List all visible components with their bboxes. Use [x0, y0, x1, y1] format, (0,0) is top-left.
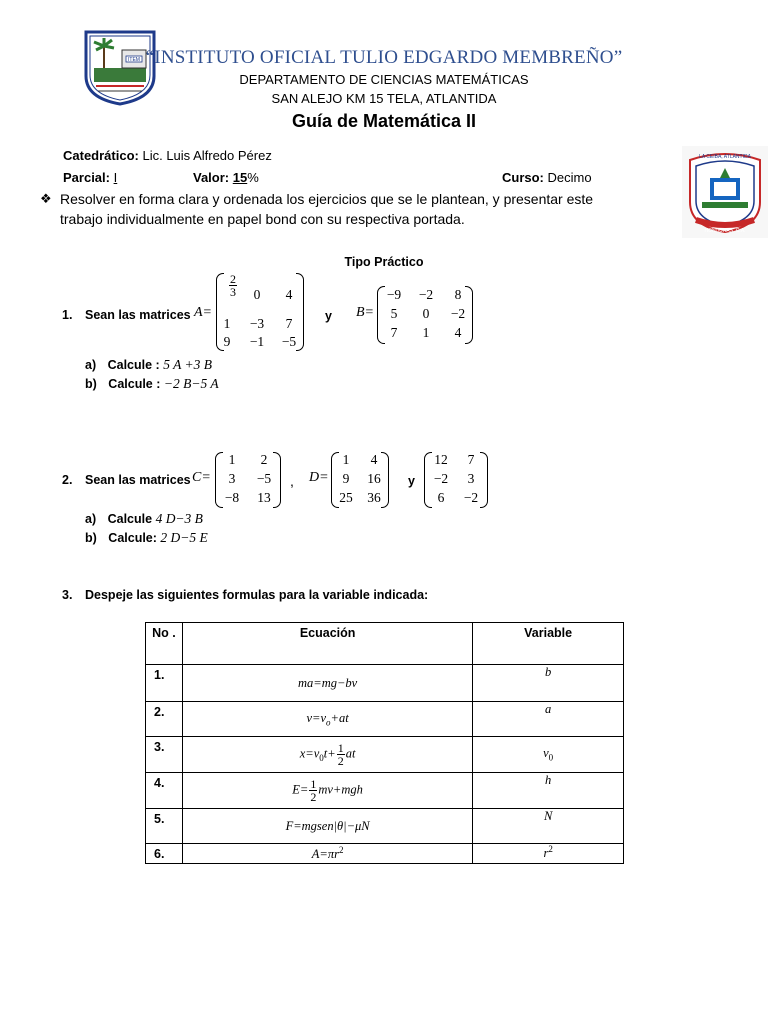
valor-unit: %	[247, 170, 259, 185]
q2-comma: ,	[290, 473, 294, 489]
q2-part-a	[85, 511, 203, 527]
matrix-b-cell: 8	[454, 287, 462, 302]
valor-value: 15	[232, 170, 248, 185]
matrix-e-cell: 7	[467, 452, 475, 467]
matrix-b-cell: −2	[418, 287, 434, 302]
header-ecuacion: Ecuación	[182, 623, 472, 665]
matrix-b-cell: −9	[386, 287, 402, 302]
q1-a-expr: 5 A +3 B	[163, 357, 212, 372]
row-number: 6.	[146, 844, 183, 864]
q2-a-text: Calcule	[107, 512, 153, 526]
matrix-c-cell: 1	[228, 452, 236, 467]
catedratico-value: Lic. Luis Alfredo Pérez	[142, 148, 272, 163]
curso-label: Curso:	[502, 170, 544, 185]
row-number: 5.	[146, 809, 183, 844]
matrix-d-cell: 16	[367, 471, 381, 486]
q3-number: 3.	[62, 588, 73, 602]
matrix-a-cell: 0	[253, 287, 261, 302]
q2-d-label: D=	[309, 470, 329, 485]
curso-value: Decimo	[547, 170, 592, 185]
q2-b-text: Calcule:	[108, 531, 157, 545]
q1-text: Sean las matrices	[85, 308, 191, 322]
parcial-label: Parcial:	[63, 170, 110, 185]
header-no: No .	[146, 623, 183, 665]
matrix-a-cell: 1	[223, 316, 231, 331]
header-variable: Variable	[473, 623, 624, 665]
address: SAN ALEJO KM 15 TELA, ATLANTIDA	[271, 91, 497, 106]
table-row	[146, 702, 624, 737]
catedratico-label: Catedrático:	[63, 148, 139, 163]
matrix-e	[424, 452, 488, 508]
matrix-d-cell: 36	[367, 490, 381, 505]
matrix-a-cell: 7	[285, 316, 293, 331]
q1-b-letter: b)	[85, 377, 97, 391]
matrix-e-cell: 12	[434, 452, 448, 467]
matrix-a-cell: −5	[281, 334, 297, 349]
row-number: 2.	[146, 702, 183, 737]
valor-label: Valor:	[193, 170, 230, 185]
valor-field	[193, 170, 259, 185]
school-name: “INSTITUTO OFICIAL TULIO EDGARDO MEMBREÑO”	[145, 47, 623, 68]
q1-b-label: B=	[356, 305, 374, 320]
equation-cell: E= $\frac{1}{2}$ mv+mgh	[182, 773, 472, 809]
matrix-a-cell: −1	[249, 334, 265, 349]
q2-a-expr: 4 D−3 B	[155, 511, 203, 526]
table-header-row	[146, 623, 624, 665]
variable-cell: $r^2$	[473, 844, 624, 864]
matrix-c-cell: 2	[260, 452, 268, 467]
matrix-b-cell: −2	[450, 306, 466, 321]
matrix-b-cell: 4	[454, 325, 462, 340]
diamond-bullet-icon: ❖	[40, 191, 52, 206]
q2-c-label: C=	[192, 470, 211, 485]
row-number: 1.	[146, 665, 183, 702]
matrix-a	[216, 273, 304, 351]
q1-a-letter: a)	[85, 358, 97, 372]
q1-part-a	[85, 357, 212, 373]
matrix-b-cell: 7	[390, 325, 398, 340]
matrix-e-cell: −2	[463, 490, 479, 505]
q1-a-label: A=	[194, 305, 212, 320]
q2-b-expr: 2 D−5 E	[160, 530, 208, 545]
fraction: $\frac{2}{3}$	[230, 272, 236, 299]
row-number: 4.	[146, 773, 183, 809]
q2-part-b	[85, 530, 208, 546]
school-logo-right	[682, 146, 768, 238]
row-number: 3.	[146, 737, 183, 773]
instruction-line-2: trabajo individualmente en papel bond con su respectiva portada.	[60, 211, 465, 227]
q1-b-expr: −2 B−5 A	[163, 376, 219, 391]
matrix-c	[215, 452, 281, 508]
q1-part-b	[85, 376, 219, 392]
equation-cell: F=mgsen|θ|−μN	[182, 809, 472, 844]
table-row	[146, 809, 624, 844]
q2-b-letter: b)	[85, 531, 97, 545]
q1-a-text: Calcule :	[107, 358, 160, 372]
matrix-d-cell: 25	[339, 490, 353, 505]
matrix-b-cell: 0	[422, 306, 430, 321]
variable-cell: b	[473, 665, 624, 702]
q2-conj: y	[408, 474, 415, 488]
matrix-c-cell: −5	[256, 471, 272, 486]
matrix-e-cell: 6	[437, 490, 445, 505]
instruction	[40, 189, 660, 229]
matrix-c-cell: 3	[228, 471, 236, 486]
variable-cell: $v_0$	[473, 737, 624, 773]
matrix-b	[377, 286, 473, 344]
department: DEPARTAMENTO DE CIENCIAS MATEMÁTICAS	[239, 72, 529, 87]
matrix-a-cell: 9	[223, 334, 231, 349]
matrix-d-cell: 1	[342, 452, 350, 467]
matrix-d	[331, 452, 389, 508]
q2-text: Sean las matrices	[85, 473, 191, 487]
matrix-a-cell: −3	[249, 316, 265, 331]
curso-field	[502, 170, 592, 185]
formulas-table	[145, 622, 624, 864]
matrix-d-cell: 9	[342, 471, 350, 486]
q1-b-text: Calcule :	[108, 377, 161, 391]
matrix-b-cell: 1	[422, 325, 430, 340]
right-logo-bottom-text: HONDURAS, C.A.	[704, 228, 746, 234]
q1-conj: y	[325, 309, 332, 323]
table-row	[146, 737, 624, 773]
instruction-line-1: Resolver en forma clara y ordenada los ejercicios que se le plantean, y presentar este	[60, 191, 594, 207]
parcial-field	[63, 170, 117, 185]
left-logo-text: ITEM	[128, 57, 140, 63]
parcial-value: I	[113, 170, 118, 185]
q2-a-letter: a)	[85, 512, 97, 526]
table-row	[146, 665, 624, 702]
matrix-e-cell: −2	[433, 471, 449, 486]
equation-cell: ma=mg−bv	[182, 665, 472, 702]
right-logo-top-text: LA CEIBA, ATLANTIDA	[699, 154, 751, 160]
equation-cell: $A=\pi r^2$	[182, 844, 472, 864]
catedratico-line	[63, 148, 272, 163]
section-title: Tipo Práctico	[344, 255, 424, 269]
variable-cell: N	[473, 809, 624, 844]
matrix-a-cell: 4	[285, 287, 293, 302]
matrix-d-cell: 4	[370, 452, 378, 467]
matrix-b-cell: 5	[390, 306, 398, 321]
matrix-e-cell: 3	[467, 471, 475, 486]
matrix-c-cell: 13	[257, 490, 271, 505]
matrix-c-cell: −8	[224, 490, 240, 505]
variable-cell: h	[473, 773, 624, 809]
table-row	[146, 773, 624, 809]
variable-cell: a	[473, 702, 624, 737]
document-title: Guía de Matemática II	[291, 111, 477, 131]
q2-number: 2.	[62, 473, 73, 487]
table-row	[146, 844, 624, 864]
q1-number: 1.	[62, 308, 73, 322]
q3-text: Despeje las siguientes formulas para la variable indicada:	[85, 588, 429, 602]
equation-cell: $v=v_o+at$	[182, 702, 472, 737]
equation-cell: $x=v_0t+$ $\frac{1}{2}$ at	[182, 737, 472, 773]
